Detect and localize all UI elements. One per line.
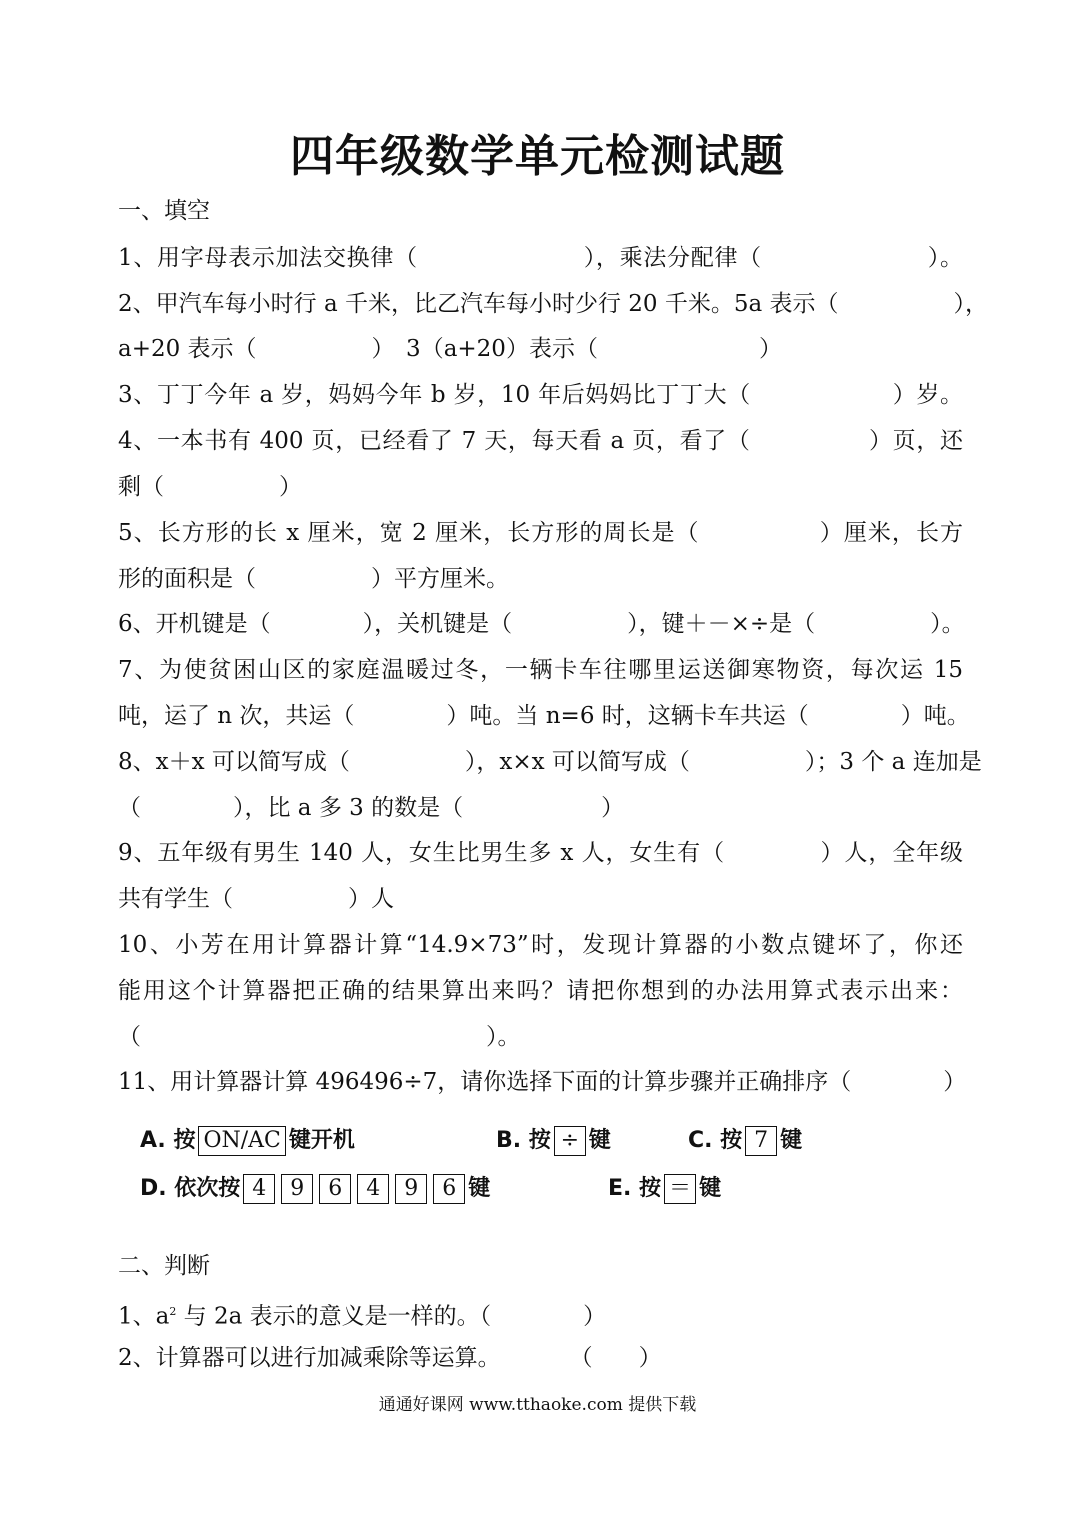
option-a-suffix: 键开机 <box>288 1128 355 1153</box>
judge-question-1 <box>118 1297 963 1332</box>
question-9-line-2: 共有学生（ ）人 <box>118 886 394 912</box>
question-10-line-1: 10、小芳在用计算器计算“14.9×73”时，发现计算器的小数点键坏了，你还 <box>118 932 963 958</box>
key-d-6: 6 <box>433 1174 465 1204</box>
question-10-line-3: （ ）。 <box>118 1024 521 1050</box>
key-on-ac: ON/AC <box>198 1126 285 1156</box>
option-a-prefix: A. 按 <box>140 1128 196 1153</box>
option-c-prefix: C. 按 <box>688 1128 743 1153</box>
question-4-line-1: 4、一本书有 400 页，已经看了 7 天，每天看 a 页，看了（ ）页，还 <box>118 428 963 454</box>
option-b <box>496 1124 611 1158</box>
option-d-suffix: 键 <box>468 1176 491 1201</box>
judge-q1-pre: 1、a <box>118 1303 170 1330</box>
question-10-line-2: 能用这个计算器把正确的结果算出来吗？请把你想到的办法用算式表示出来： <box>118 978 963 1004</box>
judge-q1-post: 与 2a 表示的意义是一样的。（ ） <box>176 1303 607 1330</box>
option-b-suffix: 键 <box>588 1128 611 1153</box>
key-d-1: 4 <box>243 1174 275 1204</box>
question-9-line-1: 9、五年级有男生 140 人，女生比男生多 x 人，女生有（ ）人，全年级 <box>118 840 963 866</box>
key-7: 7 <box>745 1126 777 1156</box>
question-3: 3、丁丁今年 a 岁，妈妈今年 b 岁，10 年后妈妈比丁丁大（ ）岁。 <box>118 382 963 408</box>
key-d-2: 9 <box>281 1174 313 1204</box>
question-6: 6、开机键是（ ），关机键是（ ），键＋－×÷是（ ）。 <box>118 611 965 637</box>
page-title: 四年级数学单元检测试题 <box>290 131 785 182</box>
question-11: 11、用计算器计算 496496÷7，请你选择下面的计算步骤并正确排序（ ） <box>118 1069 967 1095</box>
section-heading-judge: 二、判断 <box>118 1253 210 1279</box>
option-c-suffix: 键 <box>780 1128 803 1153</box>
question-2-line-2: a+20 表示（ ） 3（a+20）表示（ ） <box>118 336 782 362</box>
option-d-prefix: D. 依次按 <box>140 1176 241 1201</box>
question-8-line-1: 8、x＋x 可以简写成（ ），x×x 可以简写成（ ）；3 个 a 连加是 <box>118 749 982 775</box>
footer-credit: 通通好课网 www.tthaoke.com 提供下载 <box>378 1395 697 1415</box>
key-d-5: 9 <box>395 1174 427 1204</box>
option-a <box>140 1124 355 1158</box>
question-7-line-1: 7、为使贫困山区的家庭温暖过冬，一辆卡车往哪里运送御寒物资，每次运 15 <box>118 657 963 683</box>
options-row-1 <box>140 1124 960 1158</box>
judge-question-2: 2、计算器可以进行加减乘除等运算。 （ ） <box>118 1345 662 1371</box>
judge-q1-superscript: 2 <box>169 1305 177 1318</box>
option-c <box>688 1124 802 1158</box>
key-equals: ＝ <box>664 1174 696 1204</box>
option-e-prefix: E. 按 <box>608 1176 662 1201</box>
question-7-line-2: 吨，运了 n 次，共运（ ）吨。当 n=6 时，这辆卡车共运（ ）吨。 <box>118 703 970 729</box>
option-e-suffix: 键 <box>699 1176 722 1201</box>
question-5-line-1: 5、长方形的长 x 厘米，宽 2 厘米，长方形的周长是（ ）厘米，长方 <box>118 520 963 546</box>
question-4-line-2: 剩（ ） <box>118 474 302 500</box>
option-b-prefix: B. 按 <box>496 1128 551 1153</box>
options-row-2 <box>140 1172 960 1206</box>
option-e <box>608 1172 721 1206</box>
question-8-line-2: （ ），比 a 多 3 的数是（ ） <box>118 795 625 821</box>
key-d-3: 6 <box>319 1174 351 1204</box>
option-d <box>140 1172 490 1206</box>
key-d-4: 4 <box>357 1174 389 1204</box>
key-divide: ÷ <box>554 1126 586 1156</box>
question-1: 1、用字母表示加法交换律（ ），乘法分配律（ ）。 <box>118 245 963 271</box>
question-2-line-1: 2、甲汽车每小时行 a 千米，比乙汽车每小时少行 20 千米。5a 表示（ ）， <box>118 291 989 317</box>
question-5-line-2: 形的面积是（ ）平方厘米。 <box>118 566 509 592</box>
section-heading-fill-blank: 一、填空 <box>118 198 210 224</box>
